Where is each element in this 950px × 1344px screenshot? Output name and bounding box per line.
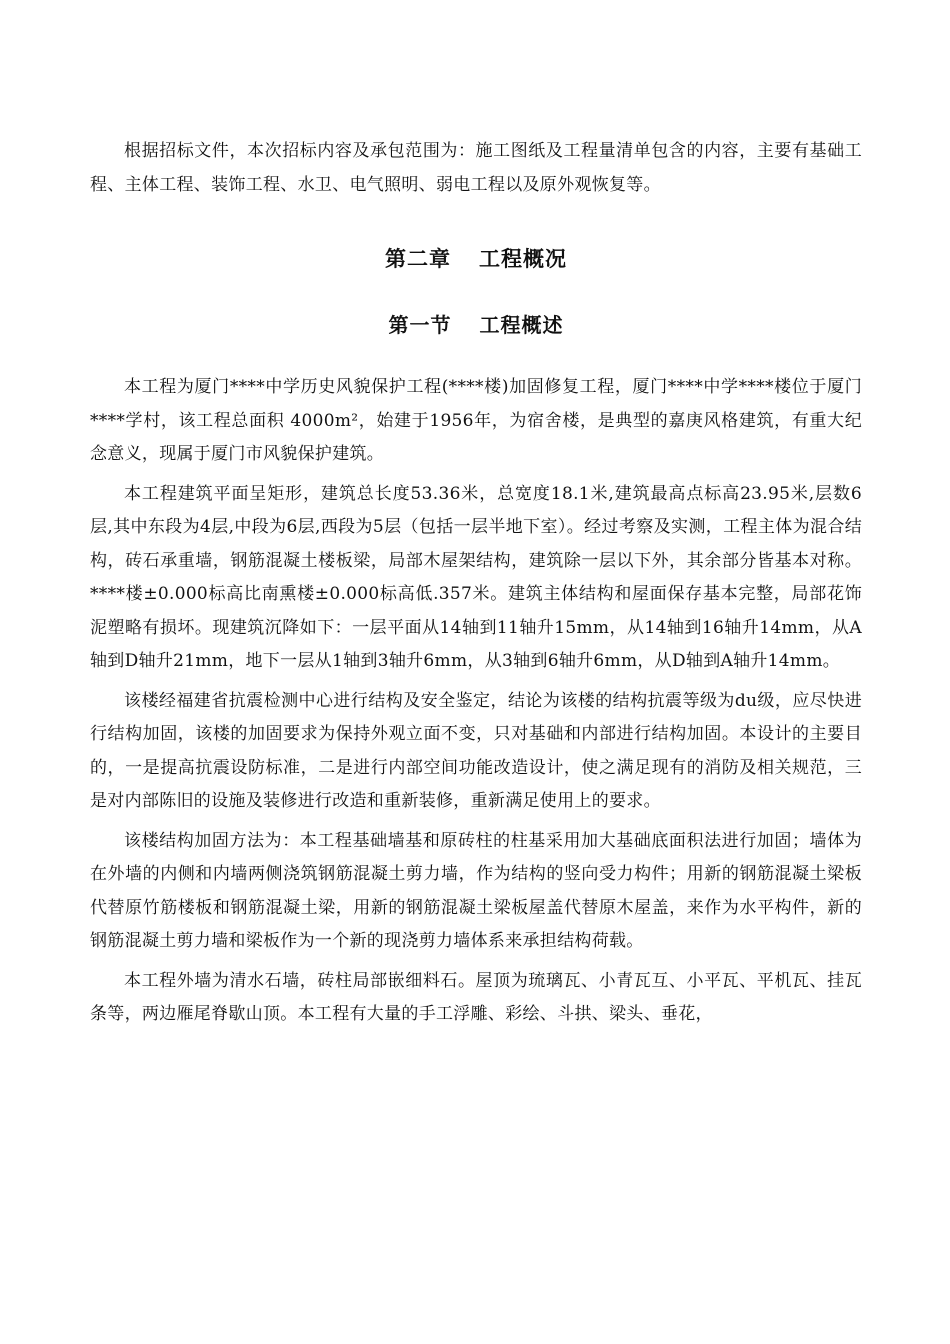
paragraph-exterior-features: 本工程外墙为清水石墙，砖柱局部嵌细料石。屋顶为琉璃瓦、小青瓦互、小平瓦、平机瓦、挂瓦条等，两边雁尾脊歇山顶。本工程有大量的手工浮雕、彩绘、斗拱、梁头、垂花， <box>90 970 862 1024</box>
chapter-number: 第二章 <box>385 247 451 271</box>
section-title: 工程概述 <box>479 313 564 337</box>
section-number: 第一节 <box>388 313 452 337</box>
paragraph-seismic-assessment: 该楼经福建省抗震检测中心进行结构及安全鉴定，结论为该楼的结构抗震等级为du级，应尽快进行结构加固，该楼的加固要求为保持外观立面不变，只对基础和内部进行结构加固。本设计的主要目的，一是提高抗震设防标准，二是进行内部空间功能改造设计，使之满足现有的消防及相关规范，三是对内部陈旧的设施及装修进行改造和重新装修，重新满足使用上的要求。 <box>90 690 862 811</box>
intro-paragraph: 根据招标文件，本次招标内容及承包范围为：施工图纸及工程量清单包含的内容，主要有基础工程、主体工程、装饰工程、水卫、电气照明、弱电工程以及原外观恢复等。 <box>90 141 862 195</box>
paragraph-building-structure: 本工程建筑平面呈矩形，建筑总长度53.36米，总宽度18.1米,建筑最高点标高23.95米,层数6层,其中东段为4层,中段为6层,西段为5层（包括一层半地下室）。经过考察及实测，工程主体为混合结构，砖石承重墙，钢筋混凝土楼板梁，局部木屋架结构，建筑除一层以下外，其余部分皆基本对称。****楼±0.000标高比南熏楼±0.000标高低.357米。建筑主体结构和屋面保存基本完整，局部花饰泥塑略有损坏。现建筑沉降如下：一层平面从14轴到11轴升15mm，从14轴到16轴升14mm，从A轴到D轴升21mm，地下一层从1轴到3轴升6mm，从3轴到6轴升6mm，从D轴到A轴升14mm。 <box>90 483 862 671</box>
paragraph-project-overview: 本工程为厦门****中学历史风貌保护工程(****楼)加固修复工程，厦门****中学****楼位于厦门****学村，该工程总面积 4000m²，始建于1956年，为宿舍楼，是典型的嘉庚风格建筑，有重大纪念意义，现属于厦门市风貌保护建筑。 <box>90 377 862 464</box>
paragraph-reinforcement-method: 该楼结构加固方法为：本工程基础墙基和原砖柱的柱基采用加大基础底面积法进行加固；墙体为在外墙的内侧和内墙两侧浇筑钢筋混凝土剪力墙，作为结构的竖向受力构件；用新的钢筋混凝土梁板代替原竹筋楼板和钢筋混凝土梁，用新的钢筋混凝土梁板屋盖代替原木屋盖，来作为水平构件，新的钢筋混凝土剪力墙和梁板作为一个新的现浇剪力墙体系来承担结构荷载。 <box>90 830 862 951</box>
chapter-title: 工程概况 <box>479 247 567 271</box>
chapter-heading <box>90 245 862 273</box>
document-body <box>90 135 862 1032</box>
section-heading <box>90 311 862 339</box>
